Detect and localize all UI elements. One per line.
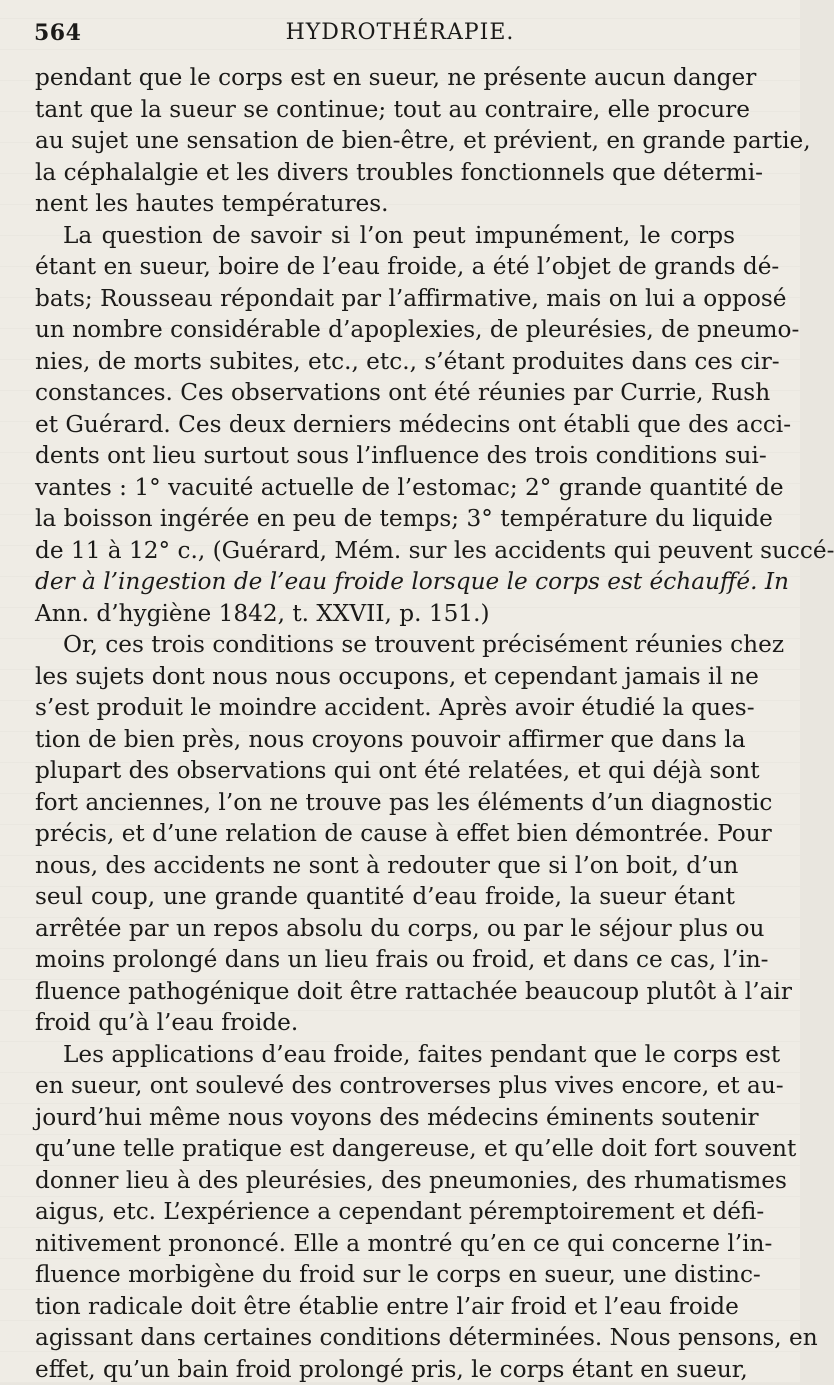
text-line: froid qu’à l’eau froide. bbox=[35, 1007, 735, 1039]
text-line: nent les hautes températures. bbox=[35, 188, 735, 220]
text-line: effet, qu’un bain froid prolongé pris, le corps étant en sueur, bbox=[35, 1354, 735, 1385]
text-line: la boisson ingérée en peu de temps; 3° température du liquide bbox=[35, 503, 735, 535]
text-line: jourd’hui même nous voyons des médecins éminents soutenir bbox=[35, 1102, 735, 1134]
text-line: nies, de morts subites, etc., etc., s’étant produites dans ces cir- bbox=[35, 346, 735, 378]
text-line: seul coup, une grande quantité d’eau froide, la sueur étant bbox=[35, 881, 735, 913]
text-line: et Guérard. Ces deux derniers médecins ont établi que des acci- bbox=[35, 409, 735, 441]
text-line: dents ont lieu surtout sous l’influence des trois conditions sui- bbox=[35, 440, 735, 472]
text-line: qu’une telle pratique est dangereuse, et qu’elle doit fort souvent bbox=[35, 1133, 735, 1165]
text-line: plupart des observations qui ont été relatées, et qui déjà sont bbox=[35, 755, 735, 787]
text-line: tion radicale doit être établie entre l’air froid et l’eau froide bbox=[35, 1291, 735, 1323]
text-line: Les applications d’eau froide, faites pendant que le corps est bbox=[35, 1039, 735, 1071]
text-line: aigus, etc. L’expérience a cependant péremptoirement et défi- bbox=[35, 1196, 735, 1228]
text-line: un nombre considérable d’apoplexies, de pleurésies, de pneumo- bbox=[35, 314, 735, 346]
text-line: nous, des accidents ne sont à redouter que si l’on boit, d’un bbox=[35, 850, 735, 882]
text-line: moins prolongé dans un lieu frais ou froid, et dans ce cas, l’in- bbox=[35, 944, 735, 976]
text-line: la céphalalgie et les divers troubles fonctionnels que détermi- bbox=[35, 157, 735, 189]
text-line: donner lieu à des pleurésies, des pneumonies, des rhumatismes bbox=[35, 1165, 735, 1197]
text-line: fluence morbigène du froid sur le corps en sueur, une distinc- bbox=[35, 1259, 735, 1291]
text-line: vantes : 1° vacuité actuelle de l’estomac; 2° grande quantité de bbox=[35, 472, 735, 504]
page-header bbox=[34, 20, 766, 54]
text-line: étant en sueur, boire de l’eau froide, a été l’objet de grands dé- bbox=[35, 251, 735, 283]
text-line: La question de savoir si l’on peut impunément, le corps bbox=[35, 220, 735, 252]
text-line: en sueur, ont soulevé des controverses plus vives encore, et au- bbox=[35, 1070, 735, 1102]
text-line: tant que la sueur se continue; tout au contraire, elle procure bbox=[35, 94, 735, 126]
text-line: pendant que le corps est en sueur, ne présente aucun danger bbox=[35, 62, 735, 94]
text-line: précis, et d’une relation de cause à effet bien démontrée. Pour bbox=[35, 818, 735, 850]
text-line: bats; Rousseau répondait par l’affirmative, mais on lui a opposé bbox=[35, 283, 735, 315]
text-line: constances. Ces observations ont été réunies par Currie, Rush bbox=[35, 377, 735, 409]
text-line: de 11 à 12° c., (Guérard, Mém. sur les accidents qui peuvent succé- bbox=[35, 535, 735, 567]
text-line: nitivement prononcé. Elle a montré qu’en ce qui concerne l’in- bbox=[35, 1228, 735, 1260]
text-line: der à l’ingestion de l’eau froide lorsque le corps est échauffé. In bbox=[35, 566, 735, 598]
text-line: les sujets dont nous nous occupons, et cependant jamais il ne bbox=[35, 661, 735, 693]
page-number: 564 bbox=[34, 20, 81, 46]
text-line: arrêtée par un repos absolu du corps, ou par le séjour plus ou bbox=[35, 913, 735, 945]
running-head: HYDROTHÉRAPIE. bbox=[34, 20, 766, 45]
text-line: fluence pathogénique doit être rattachée beaucoup plutôt à l’air bbox=[35, 976, 735, 1008]
text-line: Or, ces trois conditions se trouvent précisément réunies chez bbox=[35, 629, 735, 661]
text-line: fort anciennes, l’on ne trouve pas les éléments d’un diagnostic bbox=[35, 787, 735, 819]
text-line: tion de bien près, nous croyons pouvoir affirmer que dans la bbox=[35, 724, 735, 756]
text-line: agissant dans certaines conditions déterminées. Nous pensons, en bbox=[35, 1322, 735, 1354]
text-line: au sujet une sensation de bien-être, et prévient, en grande partie, bbox=[35, 125, 735, 157]
text-line: s’est produit le moindre accident. Après avoir étudié la ques- bbox=[35, 692, 735, 724]
text-line: Ann. d’hygiène 1842, t. XXVII, p. 151.) bbox=[35, 598, 735, 630]
body-text bbox=[35, 62, 735, 1372]
